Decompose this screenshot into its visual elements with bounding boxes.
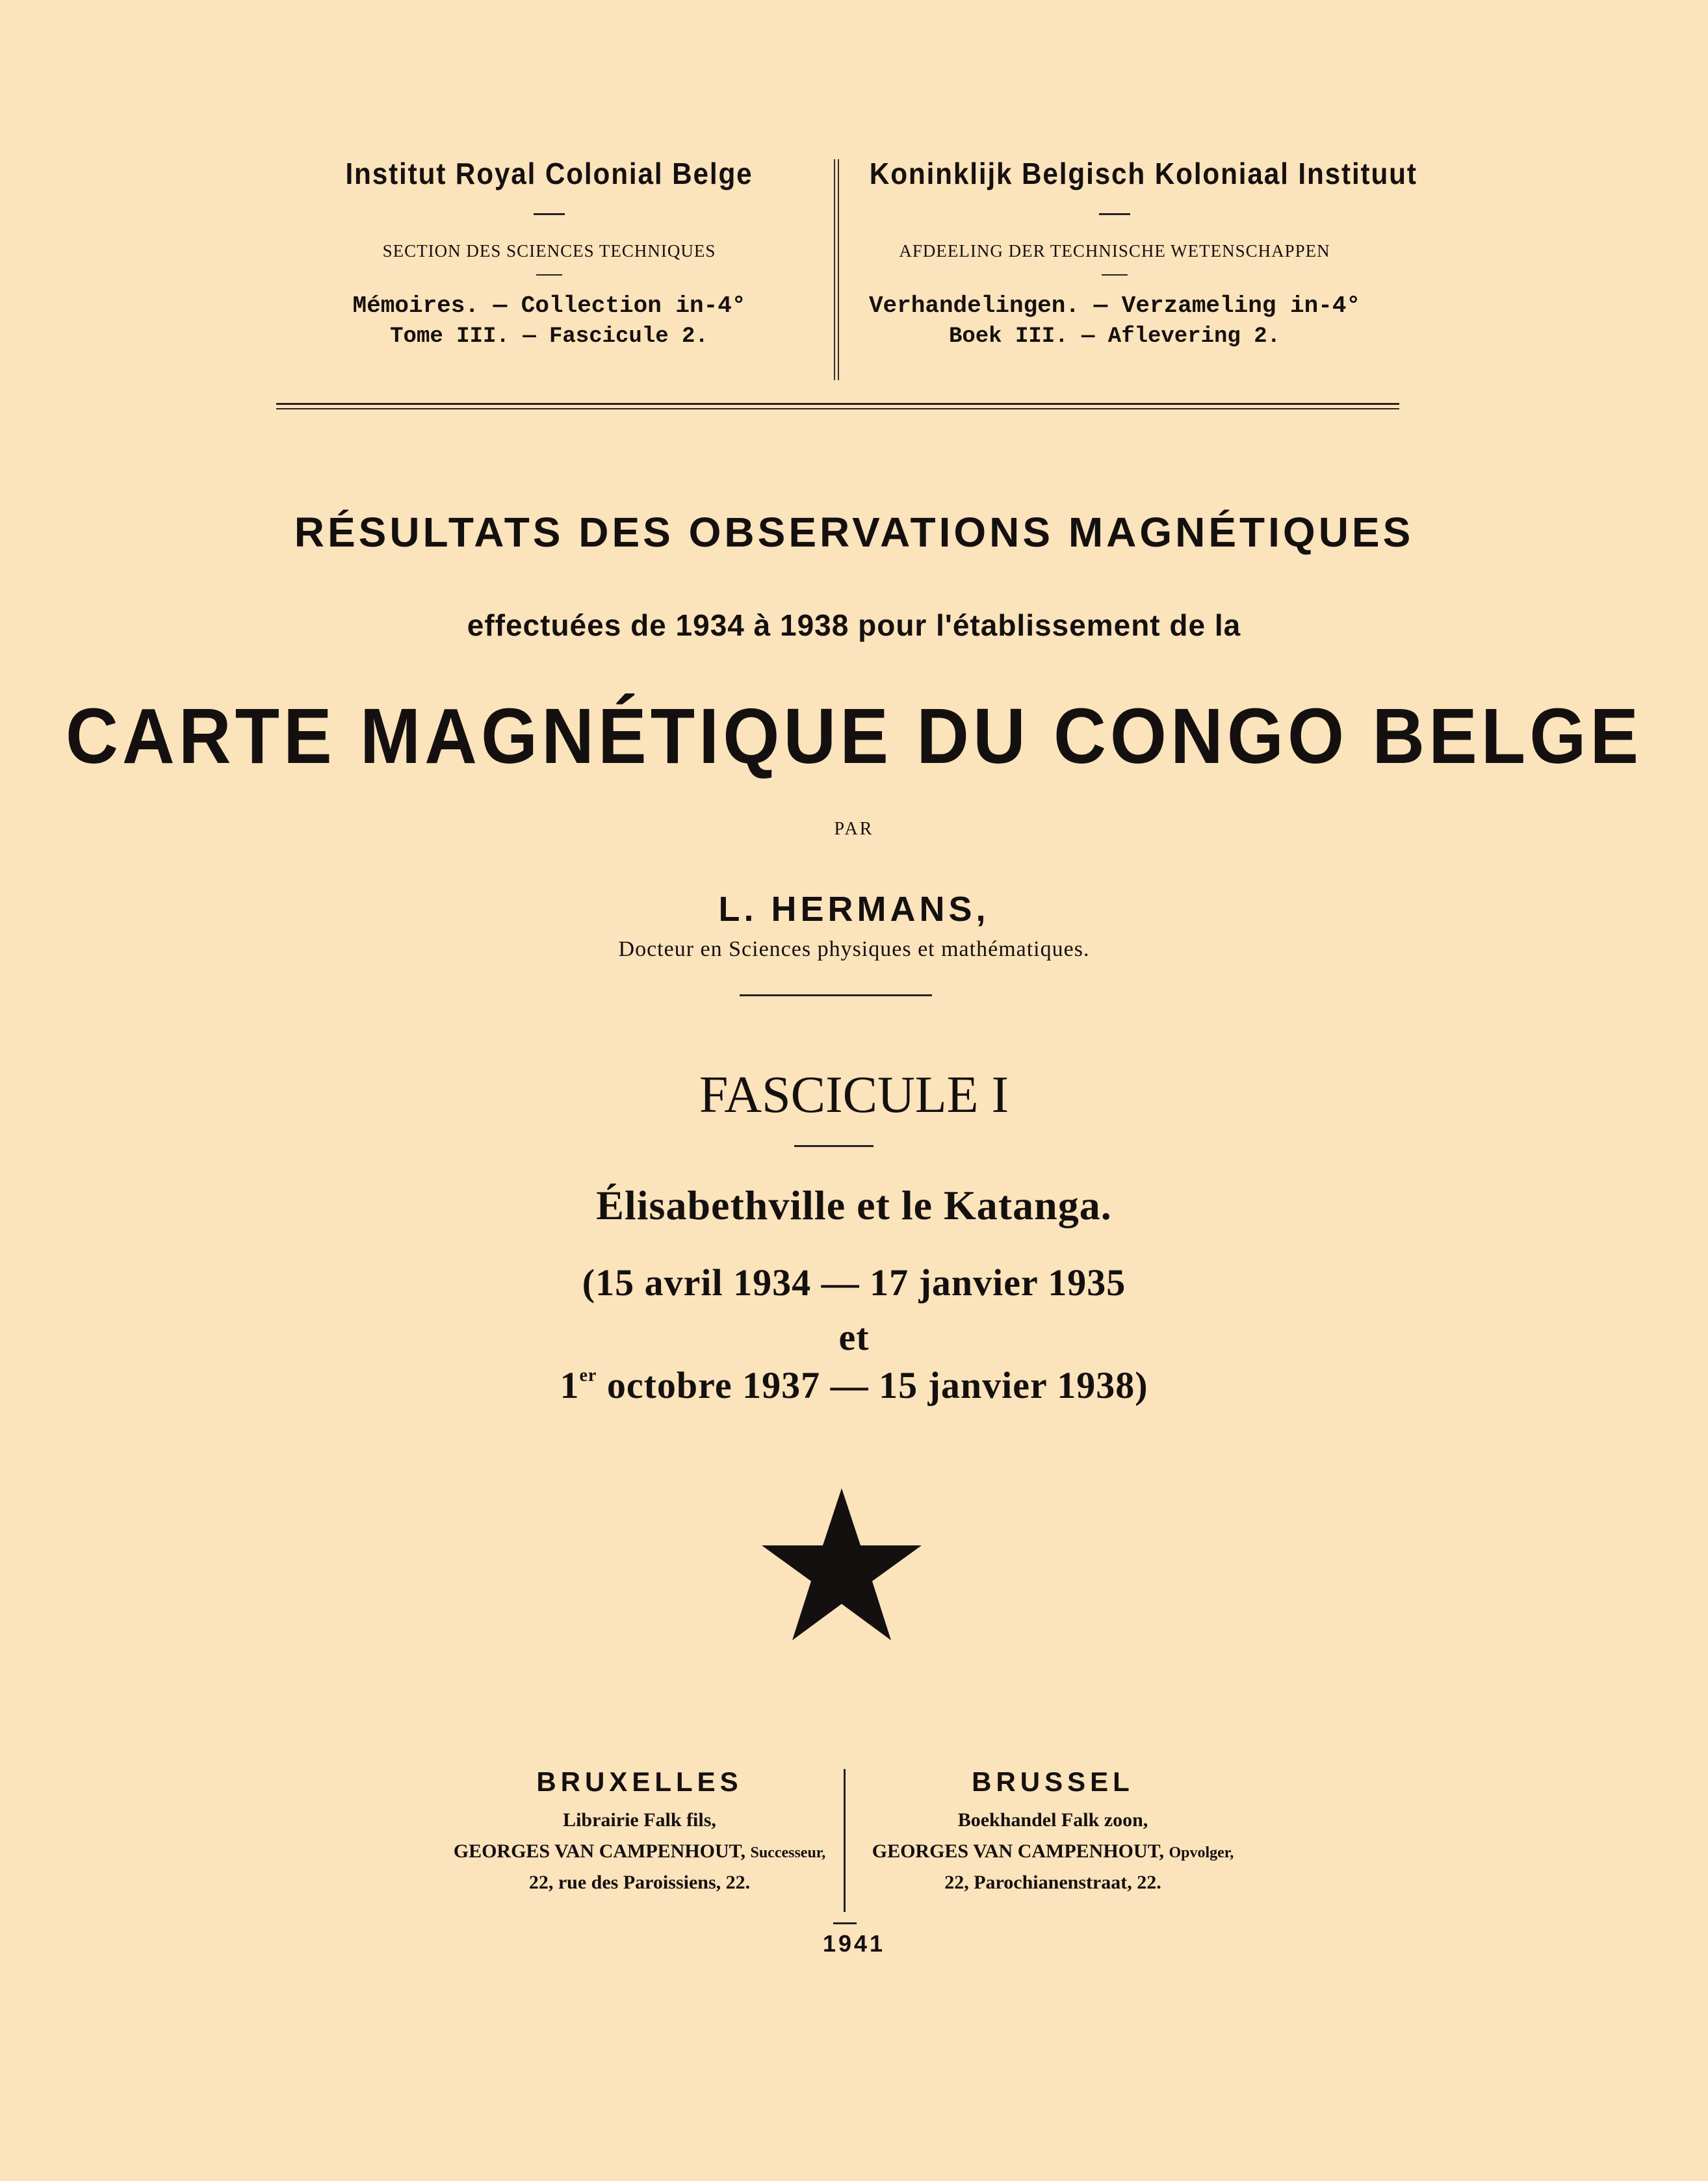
star-icon	[762, 1488, 922, 1640]
collection-fr: Mémoires. — Collection in-4°	[352, 292, 746, 319]
section-name-nl: AFDEELING DER TECHNISCHE WETENSCHAPPEN	[899, 241, 1330, 261]
publisher-role: Successeur,	[750, 1844, 826, 1861]
publisher-line-1: Boekhandel Falk zoon,	[957, 1809, 1148, 1831]
publisher-fr	[432, 1766, 848, 1894]
divider-rule-short	[794, 1145, 873, 1147]
year-dash	[833, 1922, 857, 1924]
volume-fr: Tome III. — Fascicule 2.	[390, 324, 708, 349]
header-dash	[1102, 274, 1128, 276]
header-rule	[276, 403, 1399, 405]
collection-nl: Verhandelingen. — Verzameling in-4°	[868, 292, 1361, 319]
city-nl: BRUSSEL	[972, 1766, 1134, 1797]
period-2	[0, 1363, 1708, 1407]
publication-year: 1941	[822, 1930, 886, 1957]
publisher-address: 22, Parochianenstraat, 22.	[944, 1872, 1161, 1893]
header-left	[283, 156, 816, 349]
main-title: CARTE MAGNÉTIQUE DU CONGO BELGE	[65, 692, 1643, 780]
title-line-1: RÉSULTATS DES OBSERVATIONS MAGNÉTIQUES	[294, 509, 1414, 556]
header-dash	[1099, 213, 1130, 215]
fascicule-label: FASCICULE I	[699, 1066, 1009, 1124]
publisher-nl	[845, 1766, 1261, 1894]
period-2-day: 1	[560, 1364, 580, 1406]
fascicule-region: Élisabethville et le Katanga.	[596, 1182, 1112, 1228]
period-conjunction: et	[838, 1316, 870, 1358]
header-dash	[536, 274, 562, 276]
header-divider	[834, 159, 839, 380]
author-credentials: Docteur en Sciences physiques et mathématiques.	[618, 937, 1090, 961]
title-line-2: effectuées de 1934 à 1938 pour l'établissement de la	[467, 608, 1241, 642]
by-label: PAR	[834, 819, 874, 839]
volume-nl: Boek III. — Aflevering 2.	[948, 324, 1281, 349]
publisher-line-2	[845, 1840, 1261, 1863]
author-name: L. HERMANS,	[718, 890, 990, 929]
publisher-line-1: Librairie Falk fils,	[563, 1809, 716, 1831]
publisher-address: 22, rue des Paroissiens, 22.	[528, 1872, 751, 1893]
header-dash	[534, 213, 565, 215]
section-name-fr: SECTION DES SCIENCES TECHNIQUES	[382, 241, 716, 261]
publisher-line-2	[432, 1840, 848, 1863]
publisher-name: GEORGES VAN CAMPENHOUT,	[453, 1840, 751, 1862]
period-1: (15 avril 1934 — 17 janvier 1935	[582, 1261, 1126, 1304]
divider-rule	[740, 994, 932, 996]
header-right	[848, 156, 1417, 349]
publisher-role: Opvolger,	[1169, 1844, 1234, 1861]
institute-name-nl: Koninklijk Belgisch Koloniaal Instituut	[869, 157, 1417, 190]
header-rule-thin	[276, 408, 1399, 409]
publisher-name: GEORGES VAN CAMPENHOUT,	[872, 1840, 1169, 1862]
period-2-rest: octobre 1937 — 15 janvier 1938)	[597, 1364, 1148, 1406]
institute-name-fr: Institut Royal Colonial Belge	[345, 157, 753, 190]
period-2-ordinal: er	[579, 1365, 597, 1386]
city-fr: BRUXELLES	[536, 1766, 743, 1797]
